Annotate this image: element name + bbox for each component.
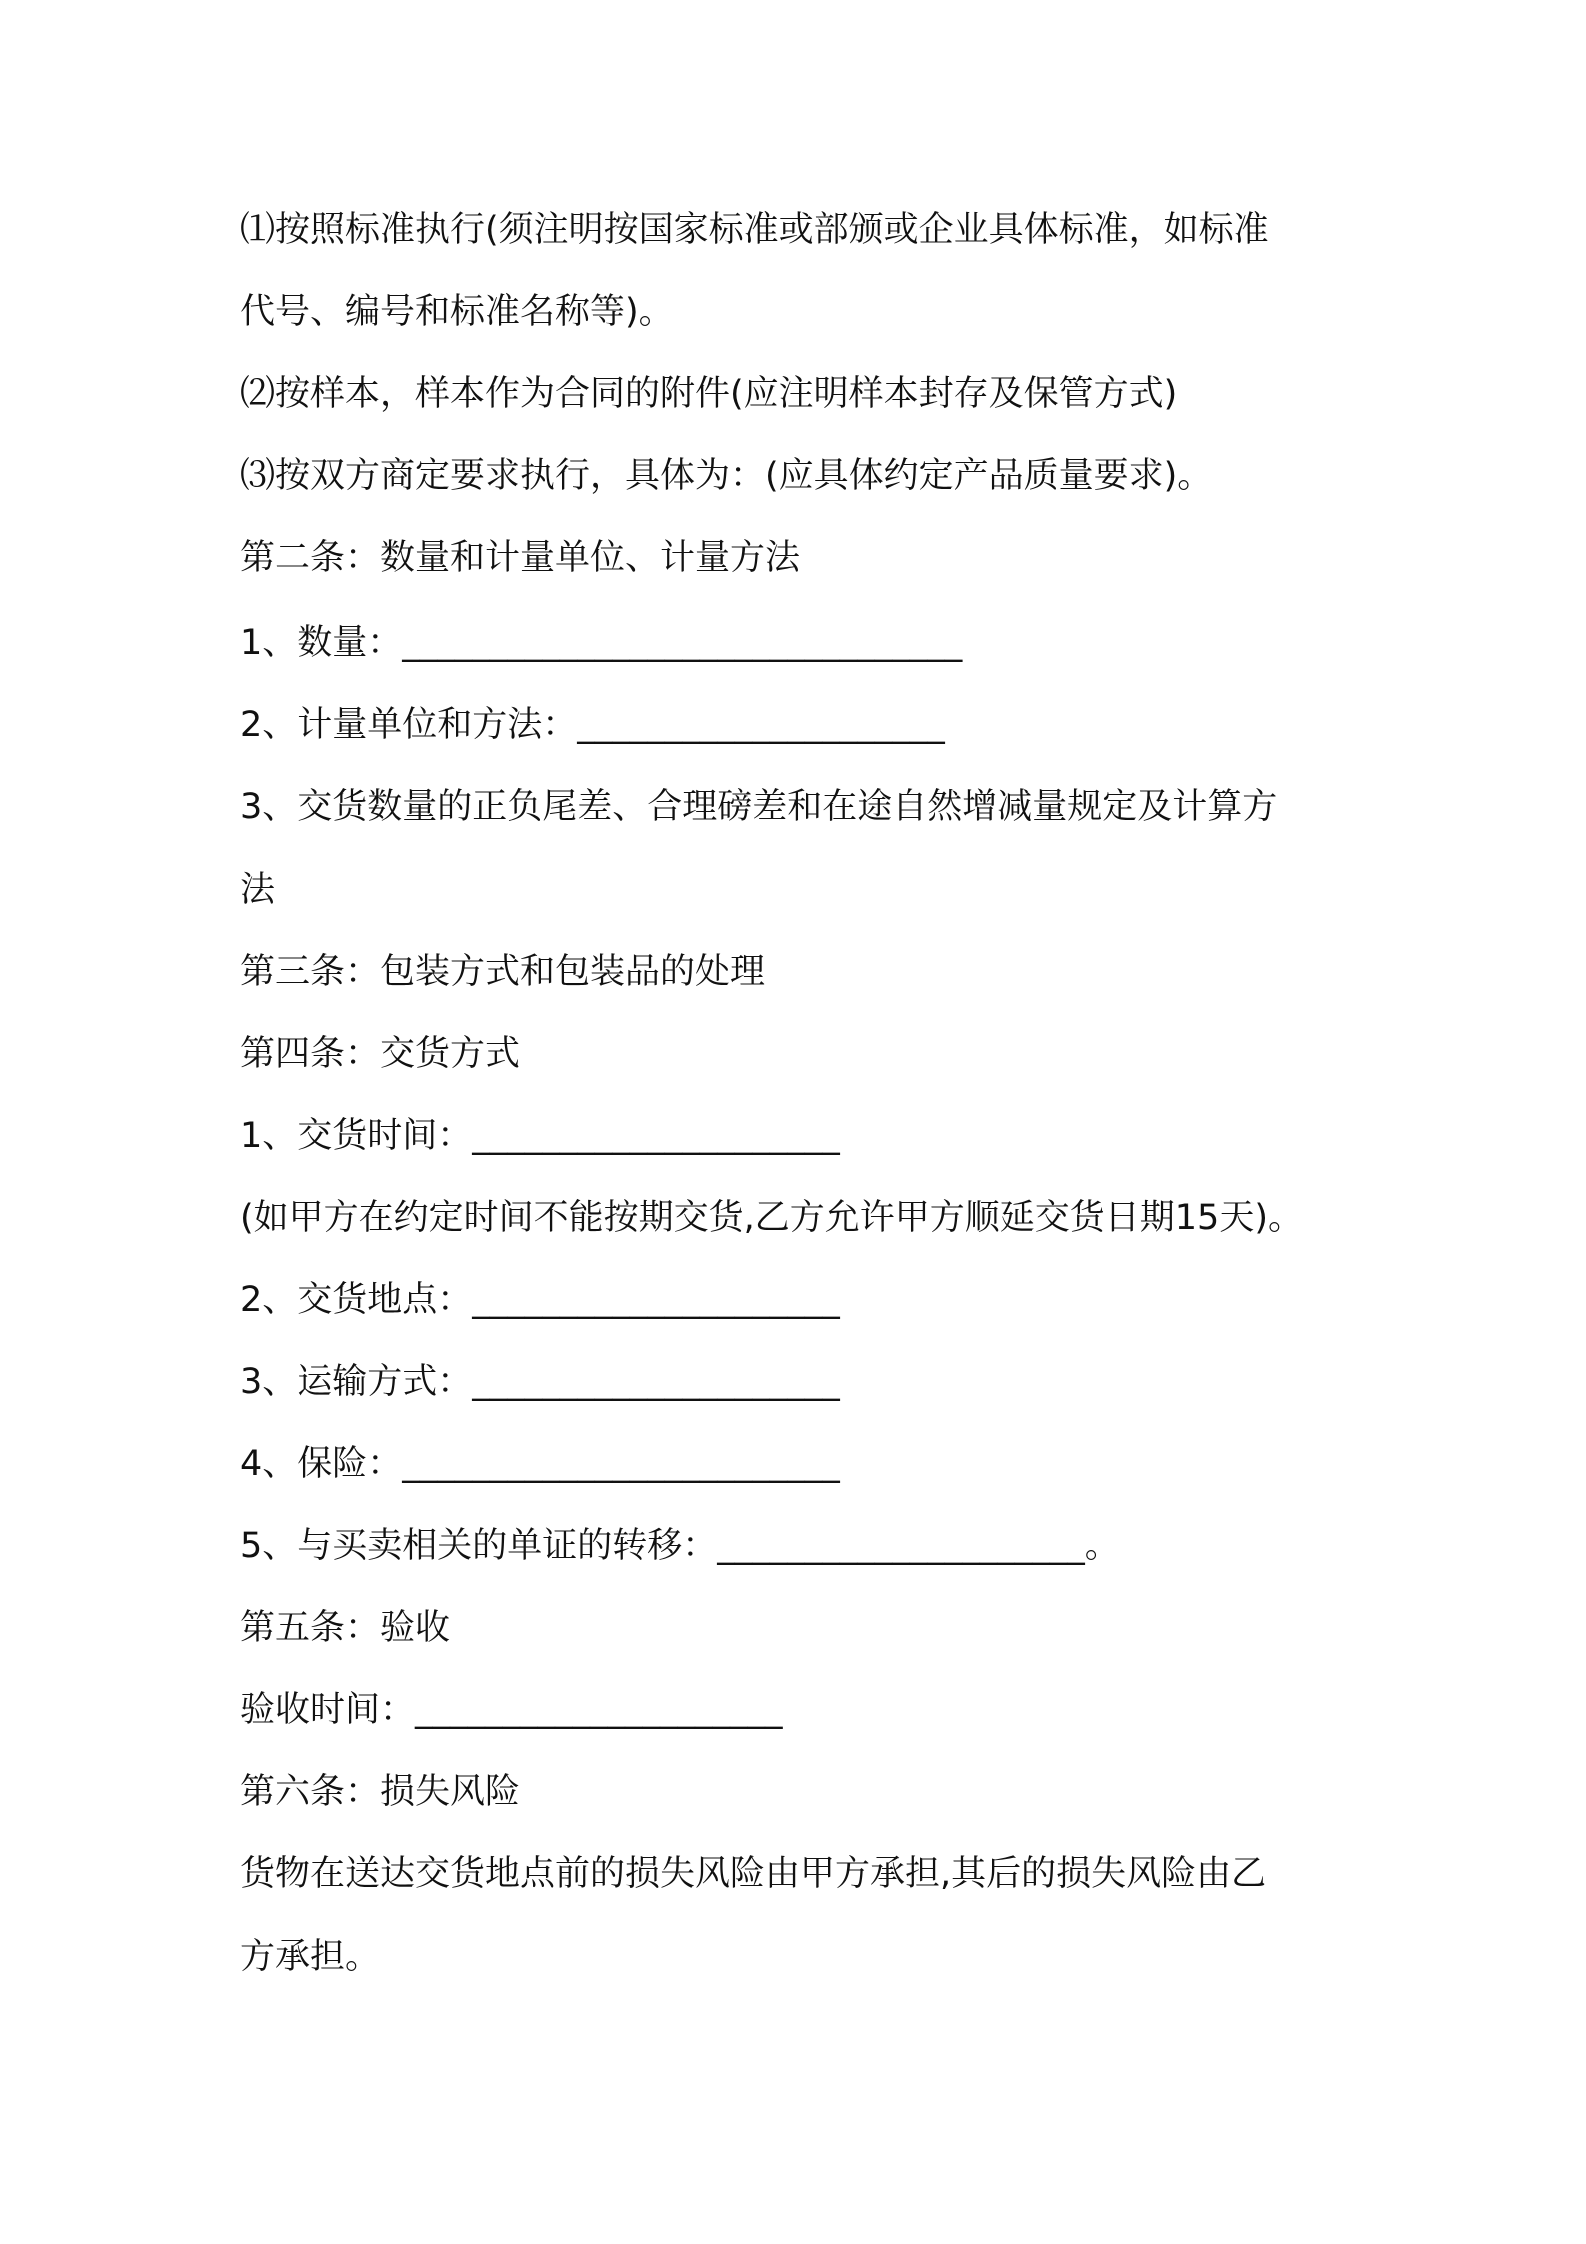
loss-risk-clause: 货物在送达交货地点前的损失风险由甲方承担,其后的损失风险由乙 [240, 1854, 1267, 1894]
inspection-time-field: 验收时间：_____________________ [240, 1690, 783, 1730]
unit-method-field: 2、计量单位和方法：_____________________ [240, 705, 945, 745]
clause-item-1-standard-continued: 代号、编号和标准名称等)。 [240, 292, 674, 332]
article-4-heading: 第四条：交货方式 [240, 1034, 521, 1074]
clause-item-3-agreed-requirements: ⑶按双方商定要求执行，具体为：(应具体约定产品质量要求)。 [240, 456, 1213, 496]
delivery-extension-note: (如甲方在约定时间不能按期交货,乙方允许甲方顺延交货日期15天)。 [240, 1198, 1303, 1238]
article-5-heading: 第五条：验收 [240, 1608, 451, 1648]
document-transfer-field: 5、与买卖相关的单证的转移：_____________________。 [240, 1526, 1120, 1566]
article-3-heading: 第三条：包装方式和包装品的处理 [240, 952, 766, 992]
delivery-location-field: 2、交货地点：_____________________ [240, 1280, 840, 1320]
article-6-heading: 第六条：损失风险 [240, 1772, 521, 1812]
delivery-time-field: 1、交货时间：_____________________ [240, 1116, 840, 1156]
quantity-field: 1、数量：________________________________ [240, 623, 963, 663]
clause-item-2-sample: ⑵按样本，样本作为合同的附件(应注明样本封存及保管方式) [240, 374, 1178, 414]
article-2-heading: 第二条：数量和计量单位、计量方法 [240, 538, 801, 578]
delivery-tolerance-clause: 3、交货数量的正负尾差、合理磅差和在途自然增减量规定及计算方 [240, 787, 1278, 827]
insurance-field: 4、保险：_________________________ [240, 1444, 840, 1484]
loss-risk-clause-continued: 方承担。 [240, 1937, 381, 1977]
delivery-tolerance-clause-continued: 法 [240, 870, 276, 910]
transport-method-field: 3、运输方式：_____________________ [240, 1362, 840, 1402]
clause-item-1-standard: ⑴按照标准执行(须注明按国家标准或部颁或企业具体标准，如标准 [240, 210, 1269, 250]
